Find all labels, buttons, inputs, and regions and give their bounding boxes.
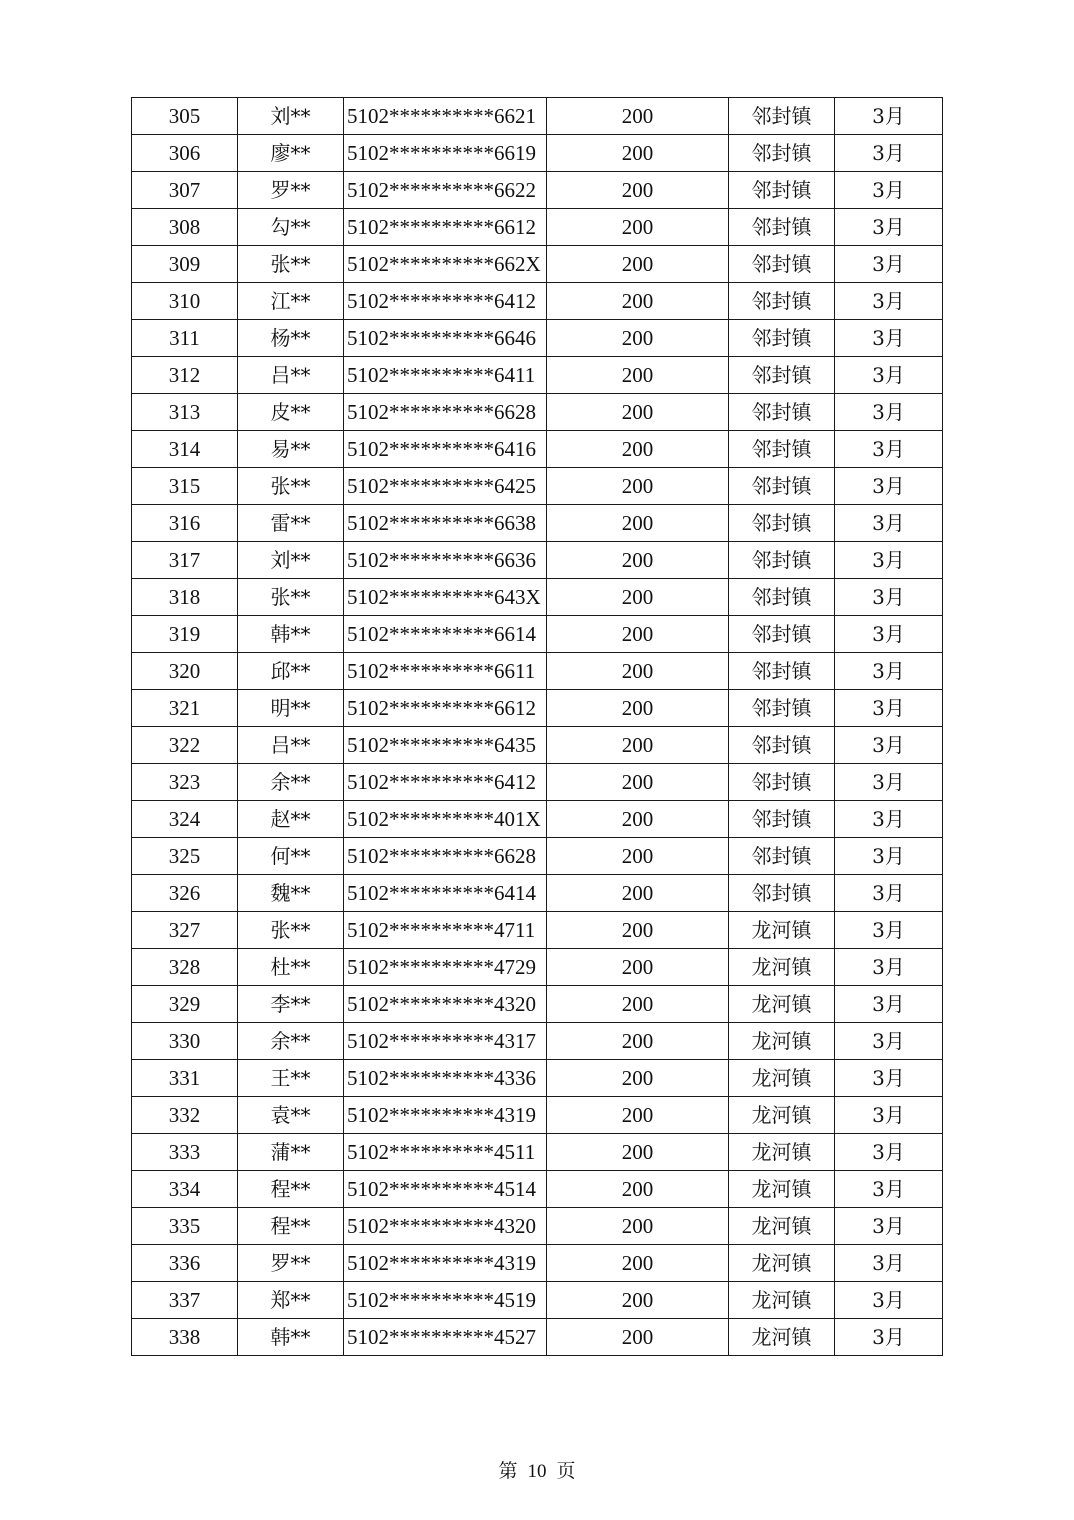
month-cell: 3月: [835, 1023, 943, 1060]
name-cell: 杜**: [238, 949, 344, 986]
month-cell: 3月: [835, 209, 943, 246]
name-cell: 余**: [238, 764, 344, 801]
amount-cell: 200: [547, 875, 729, 912]
row-number-cell: 322: [132, 727, 238, 764]
town-cell: 邻封镇: [729, 394, 835, 431]
id-number-cell: 5102**********4336: [344, 1060, 547, 1097]
amount-cell: 200: [547, 801, 729, 838]
roster-table-body: [132, 98, 943, 1356]
id-number-cell: 5102**********6619: [344, 135, 547, 172]
name-cell: 余**: [238, 1023, 344, 1060]
amount-cell: 200: [547, 1060, 729, 1097]
table-row: [132, 1282, 943, 1319]
month-cell: 3月: [835, 1097, 943, 1134]
table-row: [132, 875, 943, 912]
name-cell: 刘**: [238, 98, 344, 135]
id-number-cell: 5102**********662X: [344, 246, 547, 283]
town-cell: 邻封镇: [729, 320, 835, 357]
table-row: [132, 172, 943, 209]
id-number-cell: 5102**********643X: [344, 579, 547, 616]
id-number-cell: 5102**********6621: [344, 98, 547, 135]
table-row: [132, 394, 943, 431]
name-cell: 勾**: [238, 209, 344, 246]
row-number-cell: 319: [132, 616, 238, 653]
month-cell: 3月: [835, 283, 943, 320]
month-cell: 3月: [835, 690, 943, 727]
row-number-cell: 316: [132, 505, 238, 542]
table-row: [132, 98, 943, 135]
amount-cell: 200: [547, 1245, 729, 1282]
name-cell: 张**: [238, 468, 344, 505]
amount-cell: 200: [547, 949, 729, 986]
month-cell: 3月: [835, 838, 943, 875]
amount-cell: 200: [547, 690, 729, 727]
table-row: [132, 542, 943, 579]
name-cell: 易**: [238, 431, 344, 468]
row-number-cell: 307: [132, 172, 238, 209]
month-cell: 3月: [835, 616, 943, 653]
name-cell: 雷**: [238, 505, 344, 542]
town-cell: 邻封镇: [729, 616, 835, 653]
amount-cell: 200: [547, 1134, 729, 1171]
id-number-cell: 5102**********6411: [344, 357, 547, 394]
row-number-cell: 332: [132, 1097, 238, 1134]
name-cell: 韩**: [238, 616, 344, 653]
row-number-cell: 328: [132, 949, 238, 986]
table-row: [132, 1319, 943, 1356]
row-number-cell: 320: [132, 653, 238, 690]
town-cell: 邻封镇: [729, 542, 835, 579]
table-row: [132, 1208, 943, 1245]
table-row: [132, 135, 943, 172]
name-cell: 廖**: [238, 135, 344, 172]
amount-cell: 200: [547, 172, 729, 209]
page-footer: [0, 1456, 1074, 1483]
amount-cell: 200: [547, 1171, 729, 1208]
table-row: [132, 801, 943, 838]
id-number-cell: 5102**********6416: [344, 431, 547, 468]
town-cell: 邻封镇: [729, 246, 835, 283]
id-number-cell: 5102**********6412: [344, 764, 547, 801]
row-number-cell: 308: [132, 209, 238, 246]
id-number-cell: 5102**********6622: [344, 172, 547, 209]
name-cell: 程**: [238, 1171, 344, 1208]
month-cell: 3月: [835, 542, 943, 579]
month-cell: 3月: [835, 431, 943, 468]
row-number-cell: 318: [132, 579, 238, 616]
amount-cell: 200: [547, 394, 729, 431]
town-cell: 龙河镇: [729, 1023, 835, 1060]
amount-cell: 200: [547, 838, 729, 875]
town-cell: 龙河镇: [729, 1319, 835, 1356]
id-number-cell: 5102**********4319: [344, 1245, 547, 1282]
row-number-cell: 310: [132, 283, 238, 320]
town-cell: 邻封镇: [729, 653, 835, 690]
id-number-cell: 5102**********6628: [344, 838, 547, 875]
amount-cell: 200: [547, 98, 729, 135]
amount-cell: 200: [547, 320, 729, 357]
id-number-cell: 5102**********6414: [344, 875, 547, 912]
id-number-cell: 5102**********4711: [344, 912, 547, 949]
month-cell: 3月: [835, 949, 943, 986]
id-number-cell: 5102**********6412: [344, 283, 547, 320]
table-row: [132, 912, 943, 949]
month-cell: 3月: [835, 1245, 943, 1282]
amount-cell: 200: [547, 1097, 729, 1134]
row-number-cell: 321: [132, 690, 238, 727]
id-number-cell: 5102**********6636: [344, 542, 547, 579]
month-cell: 3月: [835, 764, 943, 801]
town-cell: 龙河镇: [729, 912, 835, 949]
name-cell: 王**: [238, 1060, 344, 1097]
amount-cell: 200: [547, 912, 729, 949]
row-number-cell: 324: [132, 801, 238, 838]
row-number-cell: 317: [132, 542, 238, 579]
name-cell: 皮**: [238, 394, 344, 431]
name-cell: 袁**: [238, 1097, 344, 1134]
name-cell: 何**: [238, 838, 344, 875]
id-number-cell: 5102**********6614: [344, 616, 547, 653]
month-cell: 3月: [835, 172, 943, 209]
table-row: [132, 1060, 943, 1097]
name-cell: 魏**: [238, 875, 344, 912]
amount-cell: 200: [547, 135, 729, 172]
month-cell: 3月: [835, 875, 943, 912]
row-number-cell: 334: [132, 1171, 238, 1208]
table-row: [132, 690, 943, 727]
month-cell: 3月: [835, 246, 943, 283]
amount-cell: 200: [547, 283, 729, 320]
id-number-cell: 5102**********4319: [344, 1097, 547, 1134]
amount-cell: 200: [547, 727, 729, 764]
name-cell: 明**: [238, 690, 344, 727]
town-cell: 龙河镇: [729, 1208, 835, 1245]
month-cell: 3月: [835, 1060, 943, 1097]
town-cell: 龙河镇: [729, 1171, 835, 1208]
row-number-cell: 325: [132, 838, 238, 875]
amount-cell: 200: [547, 209, 729, 246]
town-cell: 龙河镇: [729, 1097, 835, 1134]
amount-cell: 200: [547, 1023, 729, 1060]
amount-cell: 200: [547, 1319, 729, 1356]
name-cell: 江**: [238, 283, 344, 320]
amount-cell: 200: [547, 579, 729, 616]
town-cell: 邻封镇: [729, 283, 835, 320]
amount-cell: 200: [547, 246, 729, 283]
town-cell: 邻封镇: [729, 727, 835, 764]
town-cell: 邻封镇: [729, 764, 835, 801]
row-number-cell: 335: [132, 1208, 238, 1245]
table-row: [132, 764, 943, 801]
row-number-cell: 338: [132, 1319, 238, 1356]
month-cell: 3月: [835, 1319, 943, 1356]
month-cell: 3月: [835, 801, 943, 838]
row-number-cell: 326: [132, 875, 238, 912]
town-cell: 邻封镇: [729, 505, 835, 542]
id-number-cell: 5102**********6612: [344, 209, 547, 246]
month-cell: 3月: [835, 579, 943, 616]
amount-cell: 200: [547, 616, 729, 653]
month-cell: 3月: [835, 727, 943, 764]
town-cell: 邻封镇: [729, 431, 835, 468]
table-row: [132, 727, 943, 764]
id-number-cell: 5102**********4320: [344, 1208, 547, 1245]
id-number-cell: 5102**********401X: [344, 801, 547, 838]
name-cell: 罗**: [238, 172, 344, 209]
amount-cell: 200: [547, 1208, 729, 1245]
id-number-cell: 5102**********4317: [344, 1023, 547, 1060]
row-number-cell: 323: [132, 764, 238, 801]
month-cell: 3月: [835, 468, 943, 505]
month-cell: 3月: [835, 1171, 943, 1208]
month-cell: 3月: [835, 1282, 943, 1319]
id-number-cell: 5102**********6646: [344, 320, 547, 357]
name-cell: 张**: [238, 912, 344, 949]
row-number-cell: 306: [132, 135, 238, 172]
amount-cell: 200: [547, 1282, 729, 1319]
amount-cell: 200: [547, 431, 729, 468]
page-number: 10: [527, 1461, 547, 1482]
table-row: [132, 505, 943, 542]
table-row: [132, 949, 943, 986]
id-number-cell: 5102**********6628: [344, 394, 547, 431]
town-cell: 邻封镇: [729, 172, 835, 209]
month-cell: 3月: [835, 1134, 943, 1171]
town-cell: 邻封镇: [729, 690, 835, 727]
table-row: [132, 1171, 943, 1208]
town-cell: 邻封镇: [729, 875, 835, 912]
table-row: [132, 246, 943, 283]
month-cell: 3月: [835, 320, 943, 357]
name-cell: 郑**: [238, 1282, 344, 1319]
amount-cell: 200: [547, 505, 729, 542]
table-row: [132, 1245, 943, 1282]
table-row: [132, 209, 943, 246]
table-row: [132, 1023, 943, 1060]
town-cell: 龙河镇: [729, 1060, 835, 1097]
id-number-cell: 5102**********6435: [344, 727, 547, 764]
name-cell: 邱**: [238, 653, 344, 690]
name-cell: 吕**: [238, 727, 344, 764]
id-number-cell: 5102**********4729: [344, 949, 547, 986]
name-cell: 吕**: [238, 357, 344, 394]
row-number-cell: 336: [132, 1245, 238, 1282]
month-cell: 3月: [835, 135, 943, 172]
row-number-cell: 337: [132, 1282, 238, 1319]
month-cell: 3月: [835, 986, 943, 1023]
name-cell: 罗**: [238, 1245, 344, 1282]
id-number-cell: 5102**********6611: [344, 653, 547, 690]
name-cell: 李**: [238, 986, 344, 1023]
id-number-cell: 5102**********6638: [344, 505, 547, 542]
id-number-cell: 5102**********4320: [344, 986, 547, 1023]
town-cell: 邻封镇: [729, 579, 835, 616]
town-cell: 邻封镇: [729, 357, 835, 394]
name-cell: 张**: [238, 246, 344, 283]
row-number-cell: 330: [132, 1023, 238, 1060]
town-cell: 龙河镇: [729, 1282, 835, 1319]
row-number-cell: 329: [132, 986, 238, 1023]
town-cell: 邻封镇: [729, 838, 835, 875]
row-number-cell: 314: [132, 431, 238, 468]
page-footer-suffix: 页: [556, 1461, 576, 1482]
month-cell: 3月: [835, 357, 943, 394]
row-number-cell: 327: [132, 912, 238, 949]
name-cell: 蒲**: [238, 1134, 344, 1171]
amount-cell: 200: [547, 357, 729, 394]
name-cell: 赵**: [238, 801, 344, 838]
town-cell: 邻封镇: [729, 468, 835, 505]
row-number-cell: 313: [132, 394, 238, 431]
table-row: [132, 653, 943, 690]
amount-cell: 200: [547, 542, 729, 579]
town-cell: 龙河镇: [729, 986, 835, 1023]
row-number-cell: 309: [132, 246, 238, 283]
row-number-cell: 331: [132, 1060, 238, 1097]
name-cell: 张**: [238, 579, 344, 616]
page-footer-prefix: 第: [498, 1461, 518, 1482]
table-row: [132, 986, 943, 1023]
month-cell: 3月: [835, 653, 943, 690]
amount-cell: 200: [547, 986, 729, 1023]
month-cell: 3月: [835, 1208, 943, 1245]
table-row: [132, 431, 943, 468]
id-number-cell: 5102**********6425: [344, 468, 547, 505]
row-number-cell: 333: [132, 1134, 238, 1171]
town-cell: 龙河镇: [729, 949, 835, 986]
town-cell: 龙河镇: [729, 1134, 835, 1171]
id-number-cell: 5102**********4527: [344, 1319, 547, 1356]
table-row: [132, 579, 943, 616]
id-number-cell: 5102**********6612: [344, 690, 547, 727]
table-row: [132, 838, 943, 875]
table-row: [132, 616, 943, 653]
amount-cell: 200: [547, 653, 729, 690]
month-cell: 3月: [835, 912, 943, 949]
table-row: [132, 1134, 943, 1171]
name-cell: 刘**: [238, 542, 344, 579]
row-number-cell: 305: [132, 98, 238, 135]
amount-cell: 200: [547, 468, 729, 505]
row-number-cell: 311: [132, 320, 238, 357]
id-number-cell: 5102**********4511: [344, 1134, 547, 1171]
month-cell: 3月: [835, 394, 943, 431]
town-cell: 邻封镇: [729, 801, 835, 838]
table-row: [132, 357, 943, 394]
amount-cell: 200: [547, 764, 729, 801]
row-number-cell: 315: [132, 468, 238, 505]
id-number-cell: 5102**********4519: [344, 1282, 547, 1319]
id-number-cell: 5102**********4514: [344, 1171, 547, 1208]
name-cell: 韩**: [238, 1319, 344, 1356]
town-cell: 邻封镇: [729, 135, 835, 172]
table-row: [132, 468, 943, 505]
town-cell: 龙河镇: [729, 1245, 835, 1282]
name-cell: 程**: [238, 1208, 344, 1245]
roster-table: [131, 97, 943, 1356]
town-cell: 邻封镇: [729, 98, 835, 135]
table-row: [132, 283, 943, 320]
name-cell: 杨**: [238, 320, 344, 357]
row-number-cell: 312: [132, 357, 238, 394]
month-cell: 3月: [835, 98, 943, 135]
table-row: [132, 1097, 943, 1134]
town-cell: 邻封镇: [729, 209, 835, 246]
table-row: [132, 320, 943, 357]
month-cell: 3月: [835, 505, 943, 542]
